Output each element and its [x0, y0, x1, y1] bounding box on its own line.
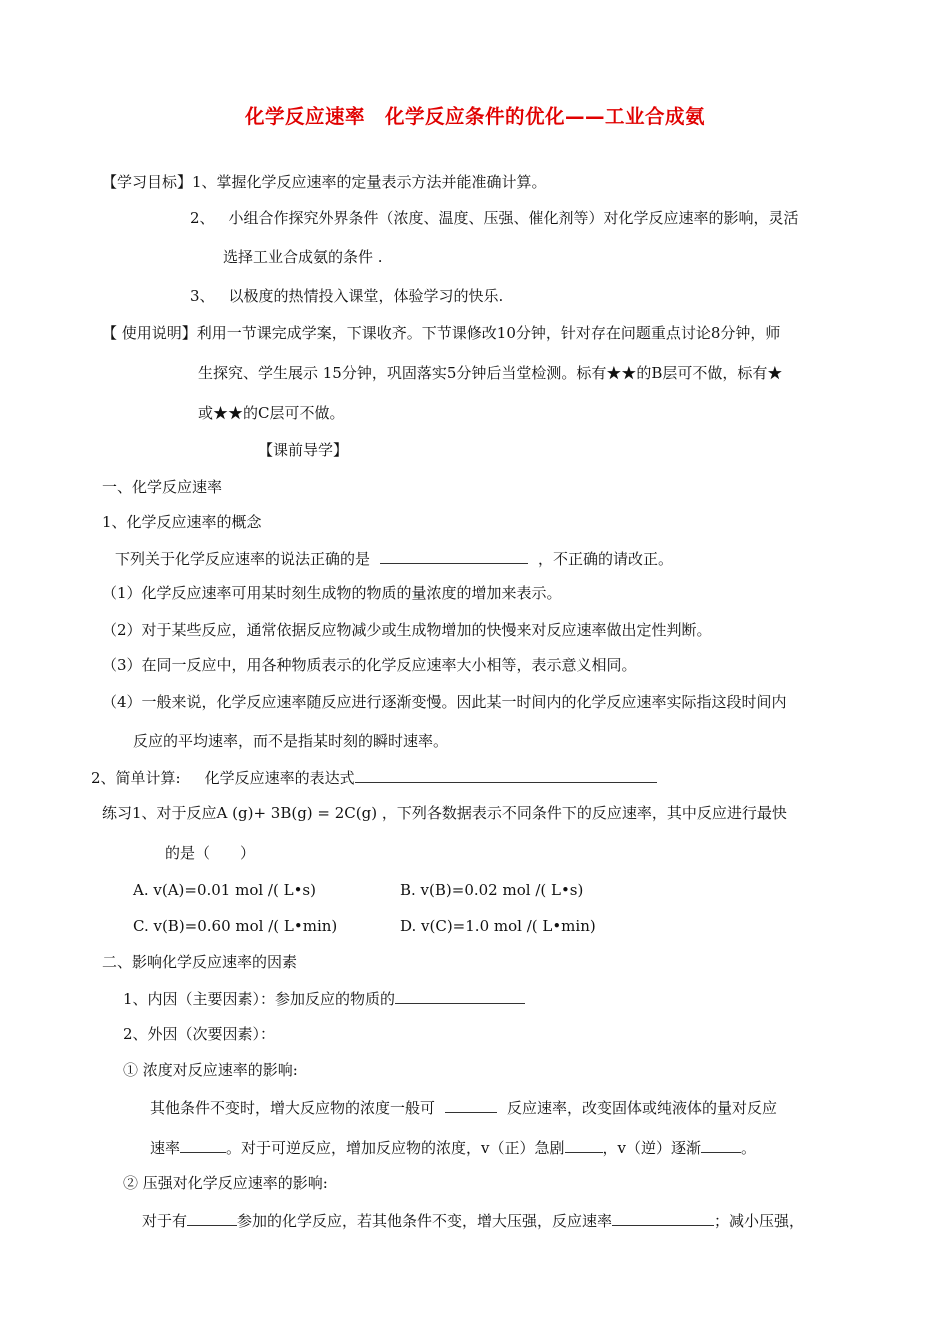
page-title: 化学反应速率 化学反应条件的优化——工业合成氨	[244, 105, 705, 128]
section-1-question	[115, 548, 673, 569]
statement-4: （4）一般来说，化学反应速率随反应进行逐渐变慢。因此某一时间内的化学反应速率实际指这段时间内	[102, 693, 787, 711]
section-1-heading: 一、化学反应速率	[102, 478, 223, 496]
objective-3-text: 以极度的热情投入课堂，体验学习的快乐.	[228, 287, 504, 305]
objectives-label: 【学习目标】	[102, 173, 193, 191]
internal-factor	[123, 988, 525, 1009]
internal-factor-blank[interactable]	[395, 988, 525, 1004]
pressure-blank-2[interactable]	[612, 1210, 714, 1226]
objectives-line-1	[102, 172, 547, 192]
usage-text-2: 生探究、学生展示 15分钟，巩固落实5分钟后当堂检测。标有★★的B层可不做，标有★	[198, 364, 783, 382]
statement-3: （3）在同一反应中，用各种物质表示的化学反应速率大小相等，表示意义相同。	[102, 656, 637, 674]
preview-heading: 【课前导学】	[258, 441, 349, 459]
objectives-line-2	[190, 208, 799, 228]
section-2-heading: 二、影响化学反应速率的因素	[102, 953, 298, 971]
usage-text-3: 或★★的C层可不做。	[198, 404, 345, 422]
concentration-blank-4[interactable]	[701, 1137, 741, 1153]
pressure-line-1	[142, 1210, 804, 1231]
section-1-sub-2	[91, 767, 657, 788]
option-a[interactable]: A. v(A)=0.01 mol /( L•s)	[133, 881, 316, 899]
concentration-text-f: 。	[740, 1139, 756, 1157]
objective-2-text: 小组合作探究外界条件（浓度、温度、压强、催化剂等）对化学反应速率的影响，灵活	[228, 209, 799, 227]
concentration-text-e: ，v（逆）逐渐	[602, 1139, 701, 1157]
usage-text-1: 利用一节课完成学案，下课收齐。下节课修改10分钟，针对存在问题重点讨论8分钟，师	[196, 324, 781, 342]
concentration-heading: ① 浓度对反应速率的影响:	[123, 1061, 298, 1079]
section-1-sub-1: 1、化学反应速率的概念	[102, 513, 262, 531]
pressure-blank-1[interactable]	[187, 1210, 237, 1226]
external-factor: 2、外因（次要因素）：	[123, 1025, 276, 1043]
usage-line-1	[102, 323, 780, 343]
option-d[interactable]: D. v(C)=1.0 mol /( L•min)	[400, 917, 596, 935]
pressure-text-a: 对于有	[142, 1212, 188, 1230]
concentration-text-d: 。对于可逆反应，增加反应物的浓度，v（正）急剧	[226, 1139, 565, 1157]
statement-2: （2）对于某些反应，通常依据反应物减少或生成物增加的快慢来对反应速率做出定性判断。	[102, 621, 712, 639]
concentration-blank-2[interactable]	[180, 1137, 226, 1153]
question-text-a: 下列关于化学反应速率的说法正确的是	[115, 550, 371, 568]
concentration-text-b: 反应速率，改变固体或纯液体的量对反应	[507, 1099, 778, 1117]
concentration-text-a: 其他条件不变时，增大反应物的浓度一般可	[150, 1099, 436, 1117]
answer-blank[interactable]	[380, 548, 528, 564]
objective-2-continued: 选择工业合成氨的条件 .	[223, 248, 383, 266]
pressure-heading: ② 压强对化学反应速率的影响:	[123, 1174, 328, 1192]
statement-4-continued: 反应的平均速率，而不是指某时刻的瞬时速率。	[133, 732, 449, 750]
usage-label: 【 使用说明】	[102, 324, 197, 342]
exercise-1-stem: 练习1、对于反应A (g)+ 3B(g) = 2C(g) ，下列各数据表示不同条件下的反应速率，其中反应进行最快	[102, 804, 787, 822]
exercise-1-stem-continued: 的是（ ）	[165, 844, 256, 862]
concentration-blank-1[interactable]	[445, 1097, 497, 1113]
pressure-text-b: 参加的化学反应，若其他条件不变，增大压强，反应速率	[237, 1212, 613, 1230]
concentration-text-c: 速率	[150, 1139, 181, 1157]
sub-2-label: 2、简单计算:	[91, 769, 181, 787]
objectives-line-3	[190, 286, 503, 306]
expression-blank[interactable]	[355, 767, 657, 783]
concentration-blank-3[interactable]	[565, 1137, 603, 1153]
sub-2-expression: 化学反应速率的表达式	[204, 769, 355, 787]
concentration-line-2	[150, 1137, 756, 1158]
internal-factor-text: 1、内因（主要因素）：参加反应的物质的	[123, 990, 396, 1008]
concentration-line-1	[150, 1097, 777, 1118]
pressure-text-c: ；减小压强，	[714, 1212, 805, 1230]
statement-1: （1）化学反应速率可用某时刻生成物的物质的量浓度的增加来表示。	[102, 584, 562, 602]
option-c[interactable]: C. v(B)=0.60 mol /( L•min)	[133, 917, 338, 935]
objective-2-number: 2、	[190, 209, 215, 227]
option-b[interactable]: B. v(B)=0.02 mol /( L•s)	[400, 881, 584, 899]
objective-1: 1、掌握化学反应速率的定量表示方法并能准确计算。	[192, 173, 547, 191]
objective-3-number: 3、	[190, 287, 215, 305]
question-text-b: ，不正确的请改正。	[538, 550, 674, 568]
